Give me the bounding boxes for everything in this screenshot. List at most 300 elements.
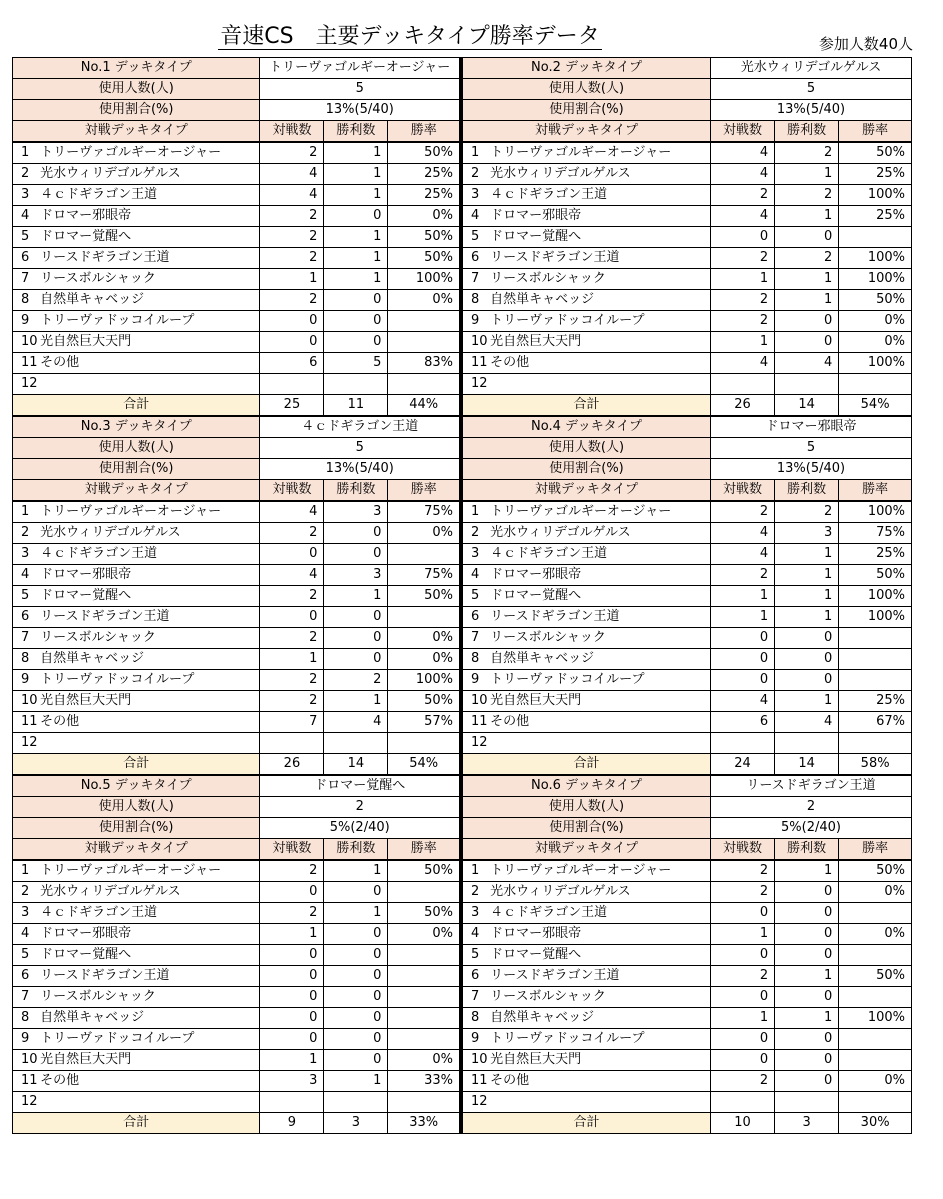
ratio-label: 使用割合(%)	[13, 459, 260, 480]
table-row	[13, 501, 461, 523]
opponent-name: ドロマー覚醒へ	[38, 945, 260, 966]
page-title: 音速CS 主要デッキタイプ勝率データ	[220, 24, 600, 49]
wins-cell: 1	[775, 860, 839, 882]
table-row	[13, 733, 461, 754]
matches-cell: 2	[711, 860, 775, 882]
table-row	[463, 227, 912, 248]
winrate-cell: 0%	[839, 311, 912, 332]
table-row	[13, 290, 461, 311]
total-row	[463, 754, 912, 775]
wins-cell: 4	[775, 712, 839, 733]
winrate-cell: 0%	[388, 206, 461, 227]
row-index: 12	[13, 733, 39, 754]
row-index: 6	[13, 966, 39, 987]
row-index: 4	[13, 565, 39, 586]
table-row	[463, 1008, 912, 1029]
matches-cell: 2	[711, 882, 775, 903]
matches-cell: 0	[711, 1029, 775, 1050]
row-index: 5	[13, 586, 39, 607]
opponent-name: 光自然巨大天門	[38, 332, 260, 353]
opponent-name: ４ｃドギラゴン王道	[38, 903, 260, 924]
total-wins: 3	[775, 1113, 839, 1134]
matches-header: 対戦数	[260, 121, 324, 143]
wins-cell: 0	[324, 206, 388, 227]
opponent-name: ドロマー覚醒へ	[38, 227, 260, 248]
table-row	[13, 1071, 461, 1092]
opponent-name: その他	[488, 712, 710, 733]
wins-cell: 1	[775, 1008, 839, 1029]
matches-cell: 1	[710, 332, 774, 353]
wins-cell: 0	[324, 987, 388, 1008]
deck-name: リースドギラゴン王道	[711, 776, 912, 797]
row-index: 1	[463, 142, 489, 164]
row-index: 6	[463, 248, 489, 269]
row-index: 8	[13, 290, 39, 311]
table-row	[13, 860, 461, 882]
matches-cell: 1	[260, 649, 324, 670]
opponent-name: その他	[38, 712, 260, 733]
opponent-name: 光自然巨大天門	[38, 691, 260, 712]
winrate-cell: 100%	[839, 586, 912, 607]
wins-cell: 2	[775, 142, 839, 164]
matches-cell: 6	[711, 712, 775, 733]
matches-cell: 4	[710, 206, 774, 227]
opponent-name: ドロマー邪眼帝	[38, 565, 260, 586]
matches-cell: 4	[260, 565, 324, 586]
matches-cell: 1	[711, 1008, 775, 1029]
wins-cell: 2	[775, 185, 839, 206]
row-index: 2	[463, 523, 489, 544]
table-row	[13, 586, 461, 607]
table-row	[13, 712, 461, 733]
deck-table-5	[12, 775, 462, 1134]
matches-cell: 0	[260, 945, 324, 966]
matches-header: 対戦数	[711, 839, 775, 861]
matches-cell: 4	[260, 501, 324, 523]
table-row	[13, 1050, 461, 1071]
opponent-name: 光水ウィリデゴルゲルス	[38, 164, 260, 185]
winrate-cell: 100%	[388, 670, 461, 691]
matches-cell: 4	[711, 523, 775, 544]
table-row	[463, 544, 912, 565]
opponent-name: トリーヴァドッコイループ	[38, 311, 260, 332]
winrate-cell	[839, 227, 912, 248]
matches-cell: 4	[711, 691, 775, 712]
total-label: 合計	[13, 395, 260, 416]
opponent-name: 自然単キャベッジ	[38, 290, 260, 311]
matches-cell: 0	[711, 670, 775, 691]
deck-table-4	[462, 416, 912, 775]
matches-cell	[260, 374, 324, 395]
matches-cell: 4	[710, 164, 774, 185]
opp-header: 対戦デッキタイプ	[463, 121, 711, 143]
row-index: 12	[13, 1092, 39, 1113]
winrate-cell	[839, 649, 912, 670]
winrate-cell: 57%	[388, 712, 461, 733]
row-index: 9	[463, 311, 489, 332]
total-label: 合計	[13, 1113, 260, 1134]
matches-cell: 2	[260, 142, 324, 164]
row-index: 9	[463, 670, 489, 691]
winrate-header: 勝率	[388, 121, 461, 143]
table-row	[463, 290, 912, 311]
table-row	[13, 1008, 461, 1029]
wins-cell: 1	[324, 586, 388, 607]
winrate-cell: 0%	[839, 924, 912, 945]
table-row	[13, 903, 461, 924]
row-index: 7	[13, 269, 39, 290]
wins-cell: 0	[324, 1029, 388, 1050]
wins-cell: 0	[775, 1071, 839, 1092]
row-index: 10	[13, 1050, 39, 1071]
matches-cell: 1	[260, 924, 324, 945]
winrate-cell: 75%	[388, 501, 461, 523]
opponent-name: トリーヴァドッコイループ	[488, 1029, 710, 1050]
matches-cell	[711, 1092, 775, 1113]
ratio-value: 13%(5/40)	[260, 459, 461, 480]
matches-cell: 0	[711, 987, 775, 1008]
matches-cell: 2	[260, 670, 324, 691]
winrate-cell: 0%	[388, 649, 461, 670]
table-row	[463, 311, 912, 332]
deck-table-2	[462, 57, 912, 416]
row-index: 9	[13, 670, 39, 691]
winrate-cell: 50%	[839, 290, 912, 311]
wins-header: 勝利数	[324, 839, 388, 861]
matches-cell: 0	[710, 227, 774, 248]
wins-cell: 0	[775, 903, 839, 924]
wins-cell: 1	[324, 142, 388, 164]
row-index: 8	[463, 1008, 489, 1029]
opponent-name: ドロマー覚醒へ	[488, 945, 710, 966]
table-row	[13, 1092, 461, 1113]
opponent-name: 光水ウィリデゴルゲルス	[488, 523, 710, 544]
opponent-name	[38, 733, 260, 754]
users-label: 使用人数(人)	[463, 79, 711, 100]
ratio-value: 5%(2/40)	[260, 818, 461, 839]
total-matches: 26	[260, 754, 324, 775]
opponent-name: トリーヴァゴルギーオージャー	[488, 860, 710, 882]
matches-cell: 2	[710, 311, 774, 332]
table-row	[13, 691, 461, 712]
table-row	[463, 1029, 912, 1050]
winrate-cell: 0%	[839, 332, 912, 353]
wins-header: 勝利数	[775, 480, 839, 502]
users-label: 使用人数(人)	[13, 79, 260, 100]
deck-number: No.2 デッキタイプ	[463, 58, 711, 79]
table-row	[13, 649, 461, 670]
matches-cell: 0	[260, 607, 324, 628]
opponent-name: リースドギラゴン王道	[38, 248, 260, 269]
opponent-name: リースドギラゴン王道	[38, 966, 260, 987]
opponent-name: ドロマー邪眼帝	[488, 924, 710, 945]
table-row	[463, 523, 912, 544]
wins-cell: 0	[775, 670, 839, 691]
opp-header: 対戦デッキタイプ	[13, 121, 260, 143]
opponent-name: リースボルシャック	[38, 628, 260, 649]
users-value: 5	[711, 438, 912, 459]
opponent-name	[488, 374, 710, 395]
table-row	[463, 353, 912, 374]
opponent-name: リースドギラゴン王道	[488, 248, 710, 269]
opponent-name: リースドギラゴン王道	[488, 966, 710, 987]
row-index: 11	[463, 712, 489, 733]
wins-cell: 0	[324, 290, 388, 311]
matches-cell: 0	[711, 903, 775, 924]
row-index: 11	[463, 1071, 489, 1092]
matches-cell: 2	[711, 966, 775, 987]
deck-number: No.3 デッキタイプ	[13, 417, 260, 438]
wins-cell: 0	[324, 945, 388, 966]
deck-name: 光水ウィリデゴルゲルス	[710, 58, 911, 79]
wins-cell: 0	[324, 649, 388, 670]
winrate-cell: 0%	[388, 1050, 461, 1071]
winrate-cell: 75%	[839, 523, 912, 544]
table-row	[13, 142, 461, 164]
opponent-name: 自然単キャベッジ	[488, 1008, 710, 1029]
wins-header: 勝利数	[775, 839, 839, 861]
winrate-cell	[388, 1029, 461, 1050]
table-row	[463, 1092, 912, 1113]
winrate-cell: 25%	[839, 544, 912, 565]
wins-cell: 0	[775, 628, 839, 649]
row-index: 10	[13, 691, 39, 712]
wins-cell: 0	[775, 945, 839, 966]
wins-cell	[775, 733, 839, 754]
table-row	[463, 1071, 912, 1092]
winrate-cell: 0%	[839, 882, 912, 903]
wins-cell: 1	[775, 206, 839, 227]
wins-cell: 0	[324, 311, 388, 332]
table-row	[463, 269, 912, 290]
row-index: 6	[13, 607, 39, 628]
opponent-name: トリーヴァゴルギーオージャー	[38, 501, 260, 523]
opponent-name: ４ｃドギラゴン王道	[38, 185, 260, 206]
opponent-name: リースドギラゴン王道	[488, 607, 710, 628]
opponent-name: ４ｃドギラゴン王道	[38, 544, 260, 565]
wins-cell: 3	[324, 565, 388, 586]
matches-cell: 2	[260, 206, 324, 227]
deck-number: No.1 デッキタイプ	[13, 58, 260, 79]
opponent-name: リースボルシャック	[488, 269, 710, 290]
winrate-cell: 50%	[839, 860, 912, 882]
ratio-value: 13%(5/40)	[260, 100, 461, 121]
winrate-header: 勝率	[388, 480, 461, 502]
winrate-header: 勝率	[388, 839, 461, 861]
winrate-cell	[388, 544, 461, 565]
row-index: 5	[13, 945, 39, 966]
deck-name: ドロマー覚醒へ	[260, 776, 461, 797]
table-row	[463, 1050, 912, 1071]
wins-cell: 1	[324, 1071, 388, 1092]
row-index: 12	[13, 374, 39, 395]
winrate-cell	[839, 733, 912, 754]
table-row	[463, 206, 912, 227]
wins-cell: 3	[324, 501, 388, 523]
users-label: 使用人数(人)	[13, 438, 260, 459]
winrate-cell: 50%	[839, 142, 912, 164]
wins-cell: 2	[775, 248, 839, 269]
wins-header: 勝利数	[324, 121, 388, 143]
winrate-cell: 0%	[388, 628, 461, 649]
total-matches: 25	[260, 395, 324, 416]
table-row	[13, 164, 461, 185]
row-index: 2	[13, 164, 39, 185]
users-label: 使用人数(人)	[463, 438, 711, 459]
matches-cell: 0	[260, 882, 324, 903]
winrate-cell	[839, 670, 912, 691]
opponent-name: 光自然巨大天門	[488, 1050, 710, 1071]
row-index: 6	[463, 607, 489, 628]
winrate-cell: 100%	[839, 353, 912, 374]
row-index: 8	[13, 649, 39, 670]
matches-cell: 0	[260, 332, 324, 353]
opponent-name: その他	[488, 1071, 710, 1092]
table-row	[13, 185, 461, 206]
matches-cell	[710, 374, 774, 395]
total-matches: 26	[710, 395, 774, 416]
wins-cell: 5	[324, 353, 388, 374]
table-row	[463, 248, 912, 269]
table-row	[463, 628, 912, 649]
row-index: 3	[13, 903, 39, 924]
row-index: 6	[13, 248, 39, 269]
row-index: 4	[463, 565, 489, 586]
winrate-cell	[839, 903, 912, 924]
wins-cell: 1	[324, 164, 388, 185]
table-row	[463, 607, 912, 628]
matches-header: 対戦数	[260, 839, 324, 861]
table-row	[13, 924, 461, 945]
matches-cell	[711, 733, 775, 754]
row-index: 5	[463, 227, 489, 248]
matches-cell: 4	[260, 164, 324, 185]
table-row	[13, 607, 461, 628]
opponent-name	[488, 1092, 710, 1113]
table-row	[463, 164, 912, 185]
wins-cell	[324, 374, 388, 395]
winrate-cell: 100%	[839, 269, 912, 290]
matches-cell: 1	[711, 586, 775, 607]
winrate-cell: 50%	[388, 248, 461, 269]
row-index: 12	[463, 1092, 489, 1113]
winrate-cell: 75%	[388, 565, 461, 586]
matches-cell: 0	[711, 628, 775, 649]
matches-cell: 0	[260, 311, 324, 332]
winrate-cell: 50%	[388, 227, 461, 248]
row-index: 11	[463, 353, 489, 374]
users-value: 2	[711, 797, 912, 818]
row-index: 8	[463, 290, 489, 311]
row-index: 3	[463, 903, 489, 924]
ratio-label: 使用割合(%)	[13, 818, 260, 839]
table-row	[463, 860, 912, 882]
users-label: 使用人数(人)	[13, 797, 260, 818]
opponent-name: 光水ウィリデゴルゲルス	[38, 882, 260, 903]
winrate-cell: 25%	[839, 206, 912, 227]
row-index: 10	[463, 332, 489, 353]
opponent-name: リースボルシャック	[488, 628, 710, 649]
wins-cell: 2	[324, 670, 388, 691]
row-index: 7	[13, 628, 39, 649]
winrate-cell	[839, 987, 912, 1008]
winrate-cell: 83%	[388, 353, 461, 374]
opponent-name: トリーヴァゴルギーオージャー	[488, 501, 710, 523]
table-row	[13, 882, 461, 903]
opponent-name: その他	[38, 1071, 260, 1092]
table-row	[463, 501, 912, 523]
matches-cell: 6	[260, 353, 324, 374]
row-index: 9	[463, 1029, 489, 1050]
winrate-header: 勝率	[839, 839, 912, 861]
wins-cell: 0	[775, 1029, 839, 1050]
matches-cell: 1	[260, 269, 324, 290]
matches-cell: 2	[260, 628, 324, 649]
matches-header: 対戦数	[710, 121, 774, 143]
table-row	[463, 966, 912, 987]
opponent-name: トリーヴァゴルギーオージャー	[488, 142, 710, 164]
wins-cell: 4	[775, 353, 839, 374]
table-row	[463, 924, 912, 945]
winrate-cell	[388, 733, 461, 754]
wins-cell: 0	[775, 882, 839, 903]
row-index: 7	[463, 628, 489, 649]
matches-cell: 2	[260, 691, 324, 712]
opponent-name: 自然単キャベッジ	[38, 649, 260, 670]
winrate-cell	[839, 1092, 912, 1113]
matches-cell: 2	[710, 290, 774, 311]
table-row	[13, 628, 461, 649]
opponent-name: 光水ウィリデゴルゲルス	[488, 882, 710, 903]
winrate-cell: 50%	[388, 691, 461, 712]
table-row	[463, 142, 912, 164]
winrate-cell: 50%	[388, 903, 461, 924]
row-index: 11	[13, 1071, 39, 1092]
row-index: 1	[13, 501, 39, 523]
winrate-cell: 50%	[839, 565, 912, 586]
wins-cell: 1	[324, 227, 388, 248]
total-row	[463, 1113, 912, 1134]
opponent-name: リースボルシャック	[38, 987, 260, 1008]
opponent-name: リースドギラゴン王道	[38, 607, 260, 628]
matches-header: 対戦数	[260, 480, 324, 502]
wins-cell: 0	[324, 332, 388, 353]
total-label: 合計	[463, 754, 711, 775]
matches-cell: 4	[710, 353, 774, 374]
opponent-name: 自然単キャベッジ	[488, 649, 710, 670]
users-value: 2	[260, 797, 461, 818]
users-value: 5	[260, 79, 461, 100]
row-index: 7	[13, 987, 39, 1008]
wins-cell: 0	[775, 1050, 839, 1071]
wins-cell: 0	[775, 227, 839, 248]
wins-header: 勝利数	[775, 121, 839, 143]
deck-name: ドロマー邪眼帝	[711, 417, 912, 438]
winrate-cell: 25%	[839, 691, 912, 712]
opponent-name: 光自然巨大天門	[488, 332, 710, 353]
wins-cell: 0	[775, 987, 839, 1008]
row-index: 10	[463, 691, 489, 712]
opponent-name: ４ｃドギラゴン王道	[488, 185, 710, 206]
table-row	[463, 185, 912, 206]
winrate-cell: 0%	[839, 1071, 912, 1092]
winrate-cell: 33%	[388, 1071, 461, 1092]
matches-cell	[260, 733, 324, 754]
matches-cell: 7	[260, 712, 324, 733]
wins-cell: 1	[324, 691, 388, 712]
table-row	[13, 248, 461, 269]
row-index: 7	[463, 987, 489, 1008]
